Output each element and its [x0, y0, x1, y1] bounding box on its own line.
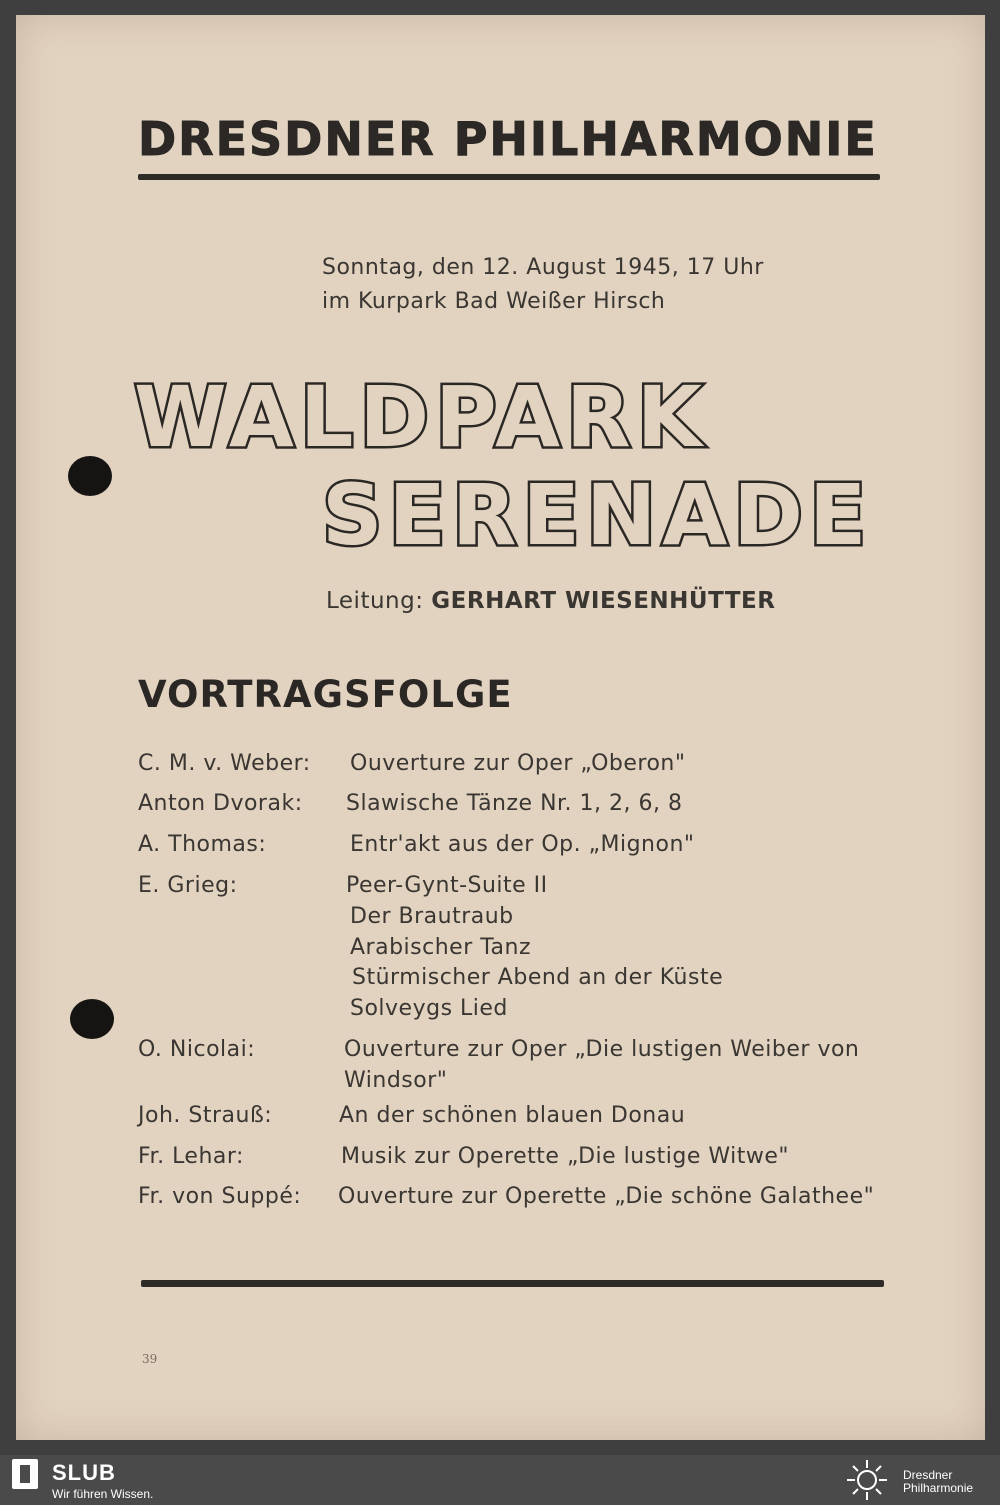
philharmonie-logo-icon[interactable]: [845, 1458, 889, 1502]
orchestra-name: DRESDNER PHILHARMONIE: [138, 112, 878, 166]
program-item: [138, 871, 898, 1021]
title-line-1: WALDPARK: [134, 368, 708, 466]
document-page: [16, 15, 985, 1440]
event-venue: im Kurpark Bad Weißer Hirsch: [322, 289, 666, 314]
conductor-label: Leitung:: [326, 588, 424, 614]
program-item: [138, 749, 898, 779]
program-work: Entr'akt aus der Op. „Mignon": [350, 832, 695, 857]
program-heading: VORTRAGSFOLGE: [138, 673, 513, 716]
program-composer: Fr. von Suppé:: [138, 1184, 302, 1209]
program-composer: Joh. Strauß:: [138, 1103, 273, 1128]
program-composer: E. Grieg:: [138, 873, 238, 898]
slub-name[interactable]: SLUB: [52, 1460, 116, 1485]
program-item: [138, 1035, 898, 1097]
program-work: Musik zur Operette „Die lustige Witwe": [341, 1144, 790, 1169]
philharmonie-logo-text[interactable]: [903, 1469, 973, 1495]
footer-rule: [141, 1280, 884, 1287]
program-composer: Anton Dvorak:: [138, 791, 303, 816]
punch-hole-top: [68, 456, 112, 496]
punch-hole-bottom: [70, 999, 114, 1039]
header-rule: [138, 174, 880, 180]
program-work: An der schönen blauen Donau: [339, 1103, 686, 1128]
program-work: Ouverture zur Oper „Oberon": [350, 751, 686, 776]
program-composer: A. Thomas:: [138, 832, 267, 857]
program-item: [138, 1182, 898, 1212]
title-line-2: SERENADE: [322, 466, 873, 564]
program-item: [138, 830, 898, 860]
program-movement: Arabischer Tanz: [350, 935, 531, 960]
partner-line-2: Philharmonie: [903, 1481, 974, 1495]
conductor-line: [326, 588, 775, 614]
slub-tagline: Wir führen Wissen.: [52, 1487, 154, 1501]
slub-logo-icon[interactable]: [12, 1459, 38, 1489]
program-work-continued: Windsor": [344, 1068, 448, 1093]
program-item: [138, 1142, 898, 1172]
program-work: Peer-Gynt-Suite II: [346, 873, 548, 898]
program-work: Ouverture zur Operette „Die schöne Galathee": [338, 1184, 875, 1209]
page-number: 39: [142, 1352, 158, 1366]
event-date: Sonntag, den 12. August 1945, 17 Uhr: [322, 255, 764, 280]
program-movement: Stürmischer Abend an der Küste: [352, 965, 724, 990]
program-composer: Fr. Lehar:: [138, 1144, 244, 1169]
program-composer: C. M. v. Weber:: [138, 751, 311, 776]
program-item: [138, 789, 898, 819]
program-movement: Der Brautraub: [350, 904, 514, 929]
partner-line-1: Dresdner: [903, 1468, 953, 1482]
program-work: Ouverture zur Oper „Die lustigen Weiber von: [344, 1037, 860, 1062]
program-composer: O. Nicolai:: [138, 1037, 256, 1062]
program-item: [138, 1101, 898, 1131]
program-movement: Solveygs Lied: [350, 996, 508, 1021]
conductor-name: GERHART WIESENHÜTTER: [431, 588, 776, 614]
program-work: Slawische Tänze Nr. 1, 2, 6, 8: [346, 791, 683, 816]
